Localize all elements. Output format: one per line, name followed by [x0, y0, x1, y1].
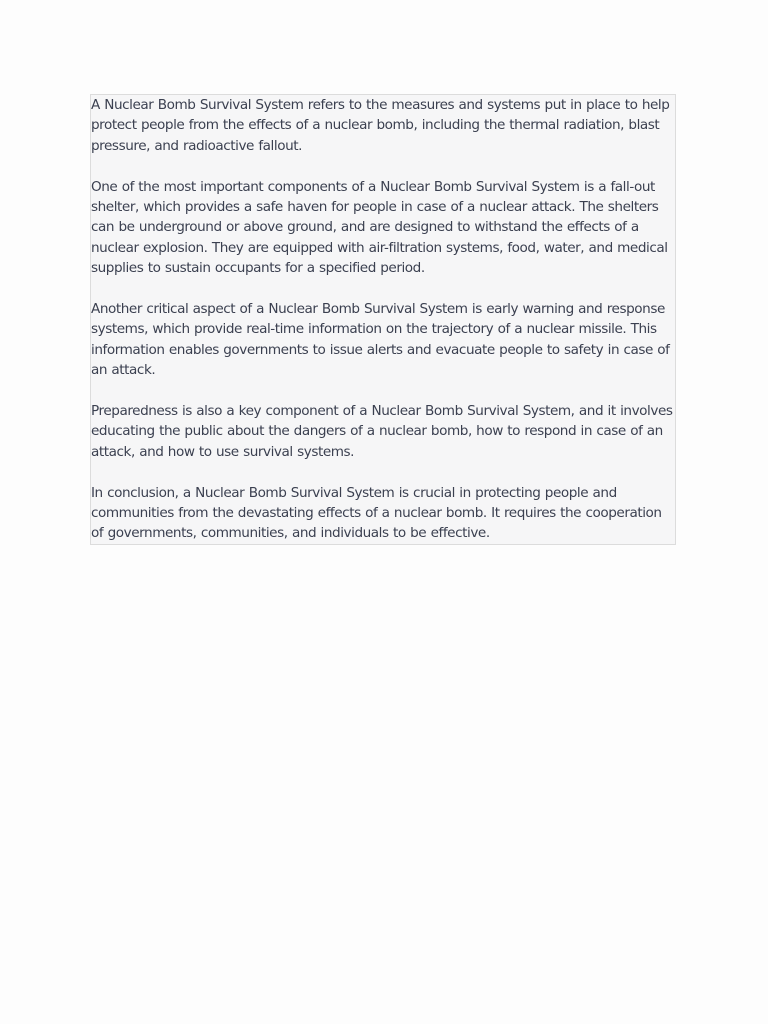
document-text-box — [90, 94, 676, 545]
paragraph-intro: A Nuclear Bomb Survival System refers to the measures and systems put in place to help protect people from the effects of a nuclear bomb, including the thermal radiation, blast pressure, and radioactive fallout. — [91, 97, 670, 154]
paragraph-fallout-shelter: One of the most important components of a Nuclear Bomb Survival System is a fall-out shelter, which provides a safe haven for people in case of a nuclear attack. The shelters can be underground or above ground, and are designed to withstand the effects of a nuclear explosion. They are equipped with air-filtration systems, food, water, and medical supplies to sustain occupants for a specified period. — [91, 178, 668, 277]
paragraph-conclusion: In conclusion, a Nuclear Bomb Survival System is crucial in protecting people and communities from the devastating effects of a nuclear bomb. It requires the cooperation of governments, communities, and individuals to be effective. — [91, 484, 662, 542]
paragraph-preparedness: Preparedness is also a key component of a Nuclear Bomb Survival System, and it involves educating the public about the dangers of a nuclear bomb, how to respond in case of an attack, and how to use survival systems. — [91, 403, 673, 460]
paragraph-early-warning: Another critical aspect of a Nuclear Bomb Survival System is early warning and response systems, which provide real-time information on the trajectory of a nuclear missile. This information enables governments to issue alerts and evacuate people to safety in case of an attack. — [91, 301, 670, 379]
